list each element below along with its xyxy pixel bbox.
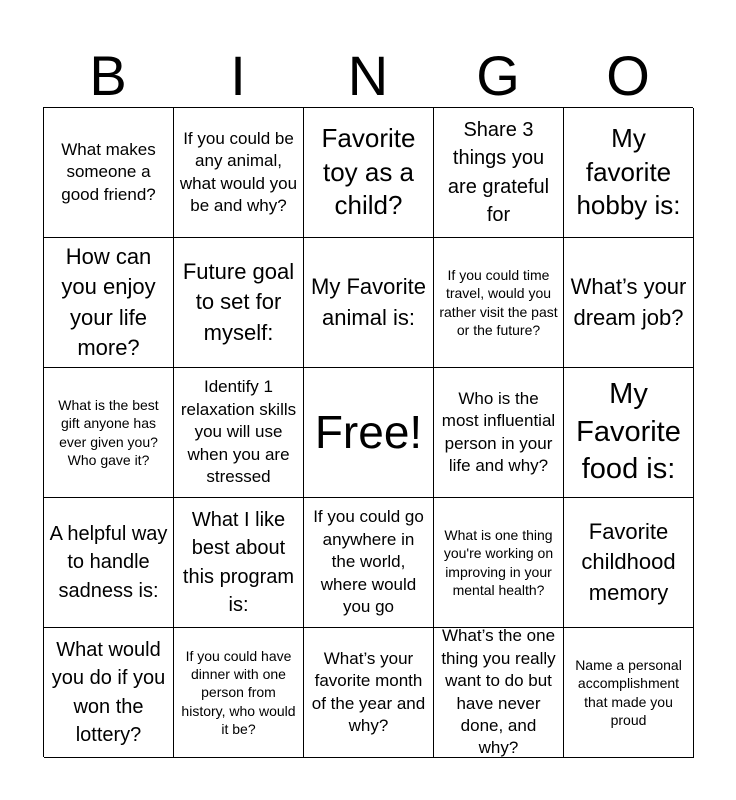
bingo-cell-text: My Favorite food is: bbox=[576, 377, 681, 486]
bingo-cell-text: If you could have dinner with one person from history, who would it be? bbox=[181, 648, 296, 737]
bingo-cell-text: Future goal to set for myself: bbox=[182, 258, 295, 345]
header-letter-i: I bbox=[230, 44, 246, 107]
bingo-cell-r3c1[interactable] bbox=[44, 368, 174, 498]
bingo-cell-text: What would you do if you won the lottery? bbox=[51, 638, 166, 746]
bingo-cell-r4c2[interactable] bbox=[174, 498, 304, 628]
bingo-cell-text: How can you enjoy your life more? bbox=[61, 243, 156, 360]
header-letter-o: O bbox=[606, 44, 650, 107]
bingo-cell-text: What’s the one thing you really want to do but have never done, and why? bbox=[441, 628, 556, 758]
bingo-header bbox=[43, 40, 693, 108]
bingo-cell-r5c1[interactable] bbox=[44, 628, 174, 758]
bingo-cell-text: If you could be any animal, what would you be and why? bbox=[179, 128, 298, 215]
bingo-cell-r3c5[interactable] bbox=[564, 368, 694, 498]
bingo-cell-r1c3[interactable] bbox=[304, 108, 434, 238]
bingo-cell-text: Who is the most influential person in your life and why? bbox=[441, 388, 556, 475]
header-letter-n: N bbox=[347, 44, 389, 107]
bingo-cell-text: What’s your favorite month of the year and why? bbox=[311, 648, 426, 735]
bingo-cell-text: What is one thing you're working on improving in your mental health? bbox=[443, 527, 554, 598]
bingo-cell-text: Share 3 things you are grateful for bbox=[447, 118, 550, 226]
bingo-cell-text: What I like best about this program is: bbox=[182, 508, 295, 616]
bingo-cell-r4c5[interactable] bbox=[564, 498, 694, 628]
bingo-cell-free[interactable] bbox=[304, 368, 434, 498]
bingo-cell-r1c5[interactable] bbox=[564, 108, 694, 238]
bingo-cell-text: What’s your dream job? bbox=[570, 274, 687, 330]
bingo-cell-r5c3[interactable] bbox=[304, 628, 434, 758]
bingo-cell-text: My Favorite animal is: bbox=[311, 274, 426, 330]
bingo-cell-text: A helpful way to handle sadness is: bbox=[49, 522, 168, 602]
bingo-cell-r5c5[interactable] bbox=[564, 628, 694, 758]
bingo-cell-r2c5[interactable] bbox=[564, 238, 694, 368]
bingo-cell-r5c2[interactable] bbox=[174, 628, 304, 758]
bingo-cell-text: Free! bbox=[314, 405, 423, 458]
header-letter-g: G bbox=[476, 44, 520, 107]
bingo-cell-r1c2[interactable] bbox=[174, 108, 304, 238]
bingo-cell-text: Favorite toy as a child? bbox=[321, 122, 416, 221]
bingo-board bbox=[43, 107, 693, 757]
bingo-cell-r1c4[interactable] bbox=[434, 108, 564, 238]
bingo-cell-r4c3[interactable] bbox=[304, 498, 434, 628]
bingo-cell-r3c2[interactable] bbox=[174, 368, 304, 498]
bingo-cell-r4c4[interactable] bbox=[434, 498, 564, 628]
bingo-cell-text: My favorite hobby is: bbox=[576, 122, 681, 221]
bingo-cell-r2c2[interactable] bbox=[174, 238, 304, 368]
bingo-cell-text: Identify 1 relaxation skills you will use when you are stressed bbox=[180, 377, 297, 487]
bingo-cell-text: Favorite childhood memory bbox=[581, 518, 676, 605]
header-letter-b: B bbox=[89, 44, 127, 107]
bingo-cell-r2c3[interactable] bbox=[304, 238, 434, 368]
bingo-cell-text: If you could time travel, would you rather visit the past or the future? bbox=[439, 267, 558, 338]
bingo-cell-r5c4[interactable] bbox=[434, 628, 564, 758]
bingo-cell-text: What is the best gift anyone has ever given you? Who gave it? bbox=[58, 397, 159, 468]
bingo-cell-text: If you could go anywhere in the world, where would you go bbox=[313, 507, 424, 617]
bingo-cell-text: What makes someone a good friend? bbox=[61, 139, 156, 204]
bingo-cell-r4c1[interactable] bbox=[44, 498, 174, 628]
bingo-cell-r3c4[interactable] bbox=[434, 368, 564, 498]
bingo-cell-text: Name a personal accomplishment that made you proud bbox=[575, 657, 682, 728]
bingo-cell-r2c1[interactable] bbox=[44, 238, 174, 368]
bingo-cell-r1c1[interactable] bbox=[44, 108, 174, 238]
bingo-cell-r2c4[interactable] bbox=[434, 238, 564, 368]
